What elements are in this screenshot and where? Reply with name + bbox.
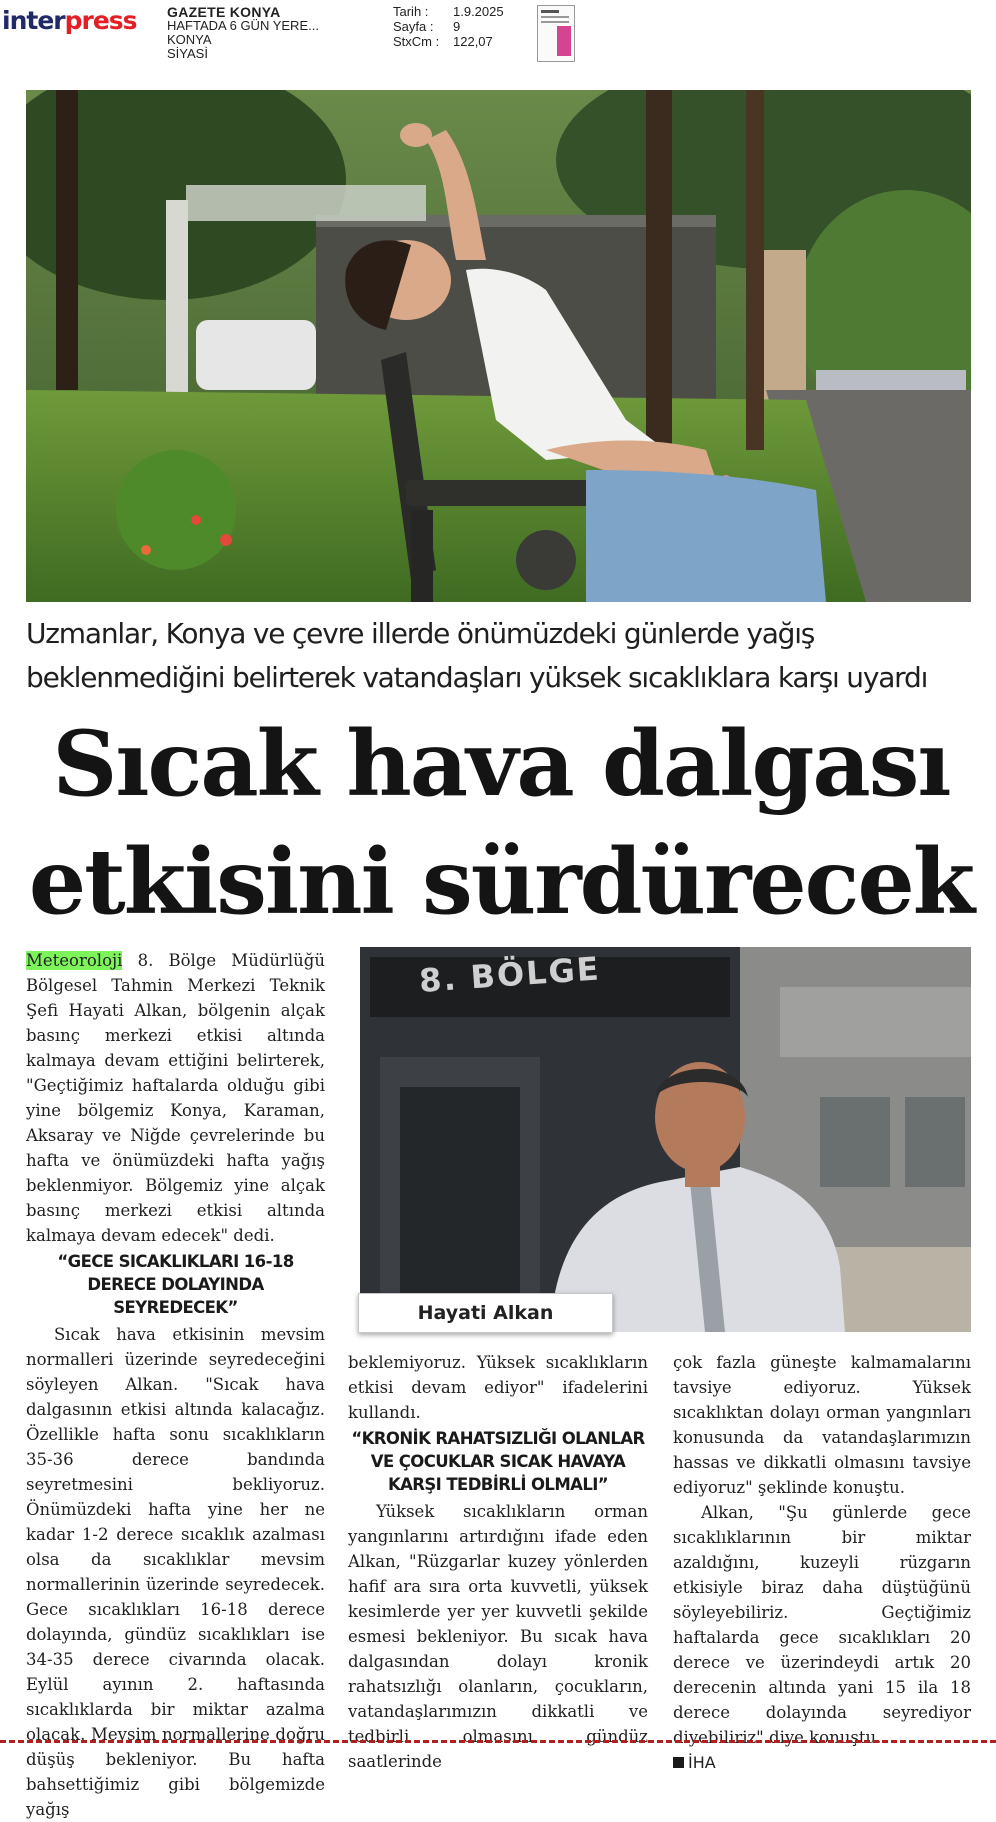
date-value: 1.9.2025: [453, 4, 504, 19]
portrait-photo: [360, 947, 971, 1332]
page-value: 9: [453, 19, 461, 34]
svg-text:8. BÖLGE: 8. BÖLGE: [417, 949, 602, 1000]
article-column-1: [26, 948, 325, 1822]
paragraph-2: Sıcak hava etkisinin mevsim normalleri üzerinde seyredeceğini söyleyen Alkan. "Sıcak hava dalgasının etkisi altında kalacağız. Özellikle hafta sonu sıcaklıkların 35-36 derece bandında seyretmesini bekliyoruz. Önümüzdeki hafta yine her ne kadar 1-2 derece sıcaklık azalması olsa da sıcaklıklar mevsim normallerinin üzerinde seyredecek. Gece sıcaklıkları 16-18 derece dolayında, gündüz sıcaklıkları ise 34-35 derece civarında olacak. Eylül ayının 2. haftasında sıcaklıklarda bir miktar azalma olacak. Mevsim normallerine doğru düşüş bekleniyor. Bu hafta bahsettiğimiz gibi bölgemizde yağış: [26, 1325, 325, 1819]
clipping-meta: [393, 4, 504, 49]
headline-line-2: etkisini sürdürecek: [28, 829, 974, 935]
stxcm-label: StxCm :: [393, 34, 440, 49]
date-label: Tarih :: [393, 4, 429, 19]
article-column-3: [673, 1350, 971, 1775]
logo-part-inter: inter: [2, 6, 65, 35]
publication-section: SİYASİ: [167, 46, 208, 61]
paragraph-3-continued: çok fazla güneşte kalmamalarını tavsiye ediyoruz. Yüksek sıcaklıktan dolayı orman yangınları konusunda da vatandaşlarımızın hassas ve dikkatli olmasını tavsiye ediyoruz" şeklinde konuştu.: [673, 1353, 971, 1497]
main-photo: [26, 90, 971, 602]
thumbnail-image: [557, 26, 571, 56]
thumbnail-line: [541, 21, 569, 23]
subheading-1: “GECE SICAKLIKLARI 16-18 DERECE DOLAYINDA SEYREDECEK”: [57, 1252, 294, 1317]
portrait-photo-illustration: [360, 947, 971, 1332]
paragraph-3: Yüksek sıcaklıkların orman yangınlarını artırdığını ifade eden Alkan, "Rüzgarlar kuzey yönlerden hafif ara sıra orta kuvvetli, yüksek kesimlerde yer yer kuvvetli şekilde esmesi bekleniyor. Bu sıcak hava dalgasından dolayı kronik rahatsızlığı olanların, çocukların, vatandaşlarımızın dikkatli ve tedbirli olmasını gündüz saatlerinde: [348, 1502, 648, 1771]
logo-part-press: press: [64, 6, 137, 35]
article-column-2: [348, 1350, 648, 1774]
article-deck: Uzmanlar, Konya ve çevre illerde önümüzdeki günlerde yağış beklenmediğini belirterek vatandaşları yüksek sıcaklıklara karşı uyardı: [26, 617, 928, 694]
source-name: İHA: [688, 1753, 716, 1772]
interpress-logo: [2, 6, 137, 35]
paragraph-2-continued: beklemiyoruz. Yüksek sıcaklıkların etkisi devam ediyor" ifadelerini kullandı.: [348, 1353, 648, 1422]
photo-caption: Hayati Alkan: [358, 1293, 613, 1333]
highlighted-keyword: Meteoroloji: [26, 951, 123, 970]
paragraph-1-text: 8. Bölge Müdürlüğü Bölgesel Tahmin Merkezi Teknik Şefi Hayati Alkan, bölgenin alçak basınç merkezi etkisi altında kalmaya devam ettiğini belirterek, "Geçtiğimiz haftalarda olduğu gibi yine bölgemiz Konya, Karaman, Aksaray ve Niğde çevrelerinde bu hafta ve önümüzdeki hafta yağış beklenmiyor. Bölgemiz yine alçak basınç merkezi etkisi altında kalmaya devam edecek" dedi.: [26, 951, 325, 1245]
article-headline: [26, 705, 976, 941]
thumbnail-line: [541, 16, 569, 18]
headline-line-1: Sıcak hava dalgası: [52, 711, 950, 817]
stxcm-value: 122,07: [453, 34, 493, 49]
subheading-2: “KRONİK RAHATSIZLIĞI OLANLAR VE ÇOCUKLAR SICAK HAVAYA KARŞI TEDBİRLİ OLMALI”: [351, 1429, 645, 1494]
paragraph-1: [26, 948, 325, 1248]
thumbnail-line: [541, 10, 559, 13]
page-label: Sayfa :: [393, 19, 434, 34]
square-bullet-icon: [673, 1757, 684, 1768]
dashed-divider: [0, 1740, 996, 1743]
main-photo-illustration: [26, 90, 971, 602]
publication-frequency: HAFTADA 6 GÜN YERE...: [167, 18, 319, 33]
clipping-header: [0, 0, 996, 70]
paragraph-4: Alkan, "Şu günlerde gece sıcaklıklarının bir miktar azaldığını, kuzeyli rüzgarın etkisiyle biraz daha düştüğünü söyleyebiliriz. Geçtiğimiz haftalarda gece sıcaklıkları 20 derece ve üzerindeydi artık 20 derecenin altında yani 15 ila 18 derece dolayında seyrediyor diyebiliriz" diye konuştu.: [673, 1503, 971, 1747]
publication-city: KONYA: [167, 32, 212, 47]
page-thumbnail[interactable]: [537, 5, 575, 62]
publication-info: [167, 5, 319, 61]
source-signature: [673, 1750, 971, 1775]
publication-name: GAZETE KONYA: [167, 4, 281, 20]
